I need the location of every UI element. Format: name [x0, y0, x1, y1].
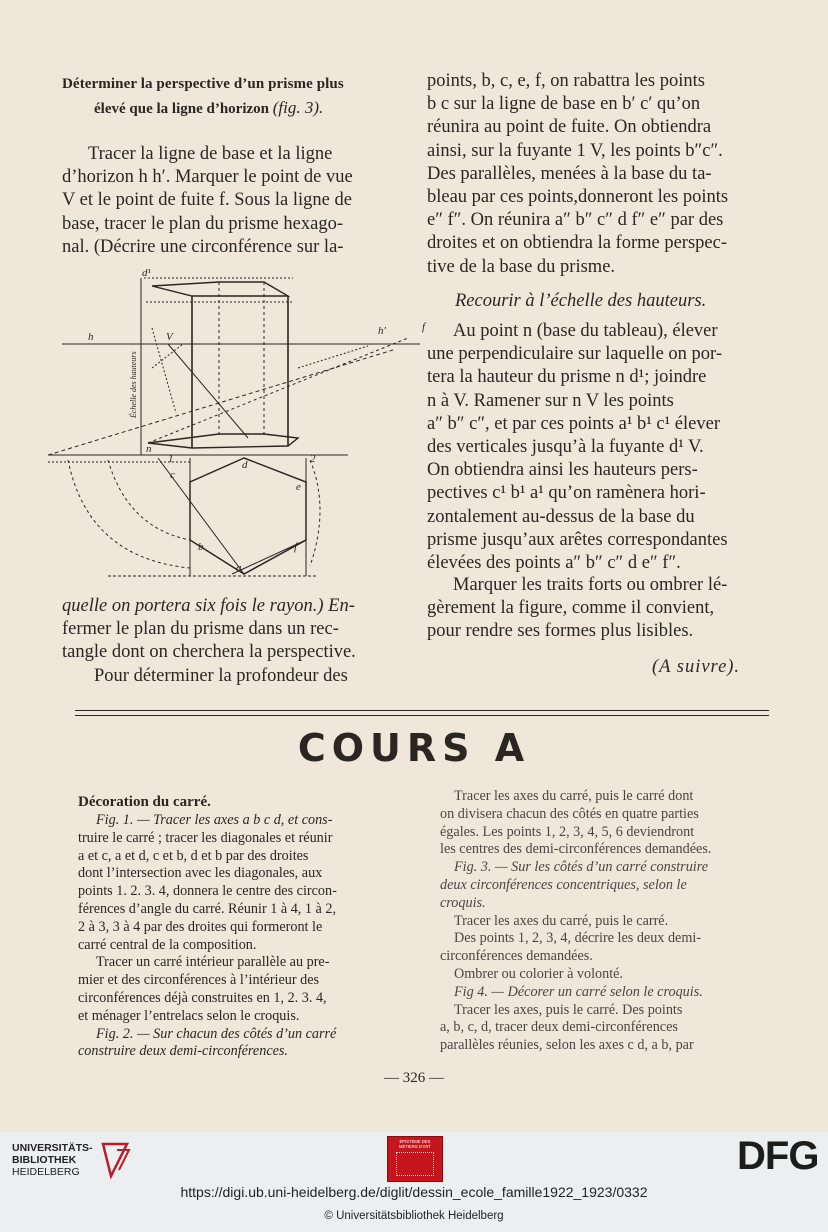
library-line3: HEIDELBERG: [12, 1166, 80, 1178]
right-line: pour rendre ses formes plus lisibles.: [427, 621, 694, 642]
left-para2-line: Pour déterminer la profondeur des: [94, 665, 348, 686]
fuyante: [168, 344, 248, 438]
cours-right-line: Des points 1, 2, 3, 4, décrire les deux demi-: [454, 930, 702, 947]
right-para1: [427, 70, 767, 279]
library-logo[interactable]: [12, 1138, 133, 1182]
prism-top-face: [152, 282, 288, 296]
cours-left-line: et ménager l’entrelacs selon le croquis.: [78, 1007, 300, 1024]
left-heading-line1: Déterminer la perspective d’un prisme plus: [62, 76, 344, 92]
label-d1: d¹: [142, 268, 151, 279]
cours-right-line: deux circonférences concentriques, selon le: [440, 876, 687, 893]
cours-left-line: Fig. 2. — Sur chacun des côtés d’un carré: [96, 1025, 337, 1042]
right-line: bleau par ces points,donneront les points: [427, 187, 729, 208]
cours-left-line: circonférences déjà construites en 1, 2. 3. 4,: [78, 989, 327, 1006]
cours-left-line: férences d’angle du carré. Réunir 1 à 4, 1 à 2,: [78, 900, 337, 917]
cours-right-line: Ombrer ou colorier à volonté.: [454, 965, 624, 982]
cours-right-line: a, b, c, d, tracer deux demi-circonférences: [440, 1019, 678, 1036]
right-para3: [427, 574, 767, 644]
vanishing-line: [148, 338, 408, 443]
right-line: élevées des points a″ b″ c″ d e″ f″.: [427, 553, 681, 574]
right-line: On obtiendra ainsi les hauteurs pers-: [427, 460, 698, 481]
label-a: a: [236, 562, 242, 574]
label-e: e: [296, 481, 301, 493]
right-line: des verticales jusqu’à la fuyante d¹ V.: [427, 437, 704, 458]
cours-left-line: carré central de la composition.: [78, 936, 257, 953]
perspective-figure: [48, 268, 436, 590]
label-f-plan: f: [294, 541, 298, 553]
cours-right-line: croquis.: [440, 894, 486, 911]
label-h-prime: h′: [378, 325, 386, 337]
rabattement-arc: [108, 460, 190, 540]
cours-left-line: Fig. 1. — Tracer les axes a b c d, et cons-: [96, 812, 333, 828]
right-subheading: Recourir à l’échelle des hauteurs.: [455, 291, 707, 311]
cours-left-line: points 1. 2. 3. 4, donnera le centre des circon-: [78, 883, 337, 900]
copyright-notice: © Universitätsbibliothek Heidelberg: [324, 1210, 504, 1222]
left-para2-line: [62, 595, 408, 618]
cours-right-line: parallèles réunies, selon les axes c d, a b, par: [440, 1037, 694, 1054]
vanishing-line: [48, 350, 393, 455]
cours-left-line: dont l’intersection avec les diagonales, aux: [78, 865, 323, 882]
label-scale: Échelle des hauteurs: [129, 351, 138, 418]
label-f: f: [422, 321, 426, 333]
right-line: a″ b″ c″, et par ces points a¹ b¹ c¹ élever: [427, 413, 720, 434]
library-line1: UNIVERSITÄTS-: [12, 1142, 93, 1154]
label-c: c: [170, 469, 175, 481]
cours-right-line: Fig 4. — Décorer un carré selon le croquis.: [454, 983, 703, 1000]
left-para1-line: Tracer la ligne de base et la ligne: [88, 144, 333, 164]
right-line: points, b, c, e, f, on rabattra les points: [427, 71, 705, 91]
left-para1-line: base, tracer le plan du prisme hexago-: [62, 213, 343, 234]
right-line: b c sur la ligne de base en b′ c′ qu’on: [427, 94, 701, 115]
episteme-badge-ornament: [396, 1152, 434, 1176]
cours-left-line: construire deux demi-circonférences.: [78, 1043, 288, 1060]
right-line: Des parallèles, menées à la base du ta-: [427, 163, 712, 184]
right-para2: [427, 320, 767, 575]
left-para2-line: fermer le plan du prisme dans un rec-: [62, 619, 339, 640]
label-b: b: [198, 541, 204, 553]
right-line: Marquer les traits forts ou ombrer lé-: [453, 575, 728, 595]
cours-right-line: Fig. 3. — Sur les côtés d’un carré construire: [454, 859, 709, 876]
right-line: e″ f″. On réunira a″ b″ c″ d f″ e″ par des: [427, 210, 724, 231]
right-line: Au point n (base du tableau), élever: [453, 321, 718, 341]
right-line: tive de la base du prisme.: [427, 256, 616, 277]
right-line: pectives c¹ b¹ a¹ qu’on ramènera hori-: [427, 483, 706, 504]
left-para2: [62, 595, 408, 688]
episteme-badge[interactable]: [387, 1136, 443, 1182]
right-line: prisme jusqu’aux arêtes correspondantes: [427, 529, 728, 550]
left-heading-line2-row: [62, 96, 408, 121]
library-emblem-icon: [99, 1140, 133, 1180]
rabattement-arc: [310, 460, 320, 566]
cours-right: [440, 788, 776, 1055]
prism-base: [148, 434, 298, 448]
vanishing-line: [298, 346, 368, 368]
left-para2-line: tangle dont on cherchera la perspective.: [62, 642, 356, 663]
plan-hexagon: [190, 458, 306, 574]
cours-left-line: Tracer un carré intérieur parallèle au pre-: [96, 954, 330, 971]
label-n: n: [146, 443, 152, 455]
cours-right-line: Tracer les axes, puis le carré. Des points: [454, 1001, 683, 1018]
right-line: une perpendiculaire sur laquelle on por-: [427, 344, 722, 365]
cours-left-line: mier et des circonférences à l’intérieur des: [78, 972, 320, 989]
left-para1-line: nal. (Décrire une circonférence sur la-: [62, 236, 344, 257]
a-suivre: (A suivre).: [652, 657, 741, 677]
permalink-url[interactable]: https://digi.ub.uni-heidelberg.de/diglit/dessin_ecole_famille1922_1923/0332: [180, 1184, 648, 1200]
right-line: gèrement la figure, comme il convient,: [427, 598, 715, 619]
label-V: V: [166, 331, 173, 343]
left-heading-line2: élevé que la ligne d’horizon: [94, 101, 269, 117]
left-heading-figref: (fig. 3).: [272, 98, 324, 117]
cours-right-line: Tracer les axes du carré, puis le carré.: [454, 912, 669, 929]
cours-left-body: [78, 812, 418, 1061]
page-number: — 326 —: [384, 1070, 444, 1086]
cours-right-line: les centres des demi-circonférences demandées.: [440, 841, 712, 858]
cours-right-line: circonférences demandées.: [440, 948, 593, 965]
right-line: ainsi, sur la fuyante 1 V, les points b″c″.: [427, 140, 723, 161]
right-line: tera la hauteur du prisme n d¹; joindre: [427, 367, 707, 388]
label-two: 2: [310, 453, 316, 465]
label-d: d: [242, 459, 248, 471]
cours-right-line: on divisera chacun des côtés en quatre parties: [440, 805, 699, 822]
dfg-logo[interactable]: DFG: [737, 1134, 819, 1178]
library-line2: BIBLIOTHEK: [12, 1154, 77, 1166]
cours-right-line: égales. Les points 1, 2, 3, 4, 5, 6 deviendront: [440, 823, 695, 840]
right-line: droites et on obtiendra la forme perspec-: [427, 233, 727, 254]
right-line: zontalement au-dessus de la base du: [427, 506, 695, 527]
cours-left-line: 2 à 3, 3 à 4 par des droites qui formeront le: [78, 918, 323, 935]
cours-left: [78, 792, 418, 1061]
right-line: n à V. Ramener sur n V les points: [427, 390, 674, 411]
library-name: [12, 1142, 93, 1178]
cours-left-line: truire le carré ; tracer les diagonales et réunir: [78, 829, 333, 846]
left-para2-text: quelle on portera six fois le rayon.) En-: [62, 596, 355, 616]
section-divider: [75, 710, 769, 711]
left-heading: [62, 73, 408, 121]
right-line: réunira au point de fuite. On obtiendra: [427, 117, 712, 138]
cours-left-heading: Décoration du carré.: [78, 794, 211, 810]
left-para1-line: d’horizon h h′. Marquer le point de vue: [62, 167, 353, 188]
section-divider-thin: [75, 715, 769, 716]
left-para1-line: V et le point de fuite f. Sous la ligne de: [62, 190, 352, 211]
label-one: 1: [168, 453, 174, 465]
label-h: h: [88, 331, 94, 343]
cours-title: COURS A: [297, 726, 531, 770]
cours-left-line: a et c, a et d, c et b, d et b par des droites: [78, 847, 309, 864]
left-para1: [62, 143, 408, 259]
episteme-badge-text: ÉPISTÈME DES MÉTIERS D'ART: [399, 1139, 431, 1149]
cours-right-line: Tracer les axes du carré, puis le carré dont: [454, 788, 694, 804]
viewer-footer: [0, 1132, 828, 1232]
